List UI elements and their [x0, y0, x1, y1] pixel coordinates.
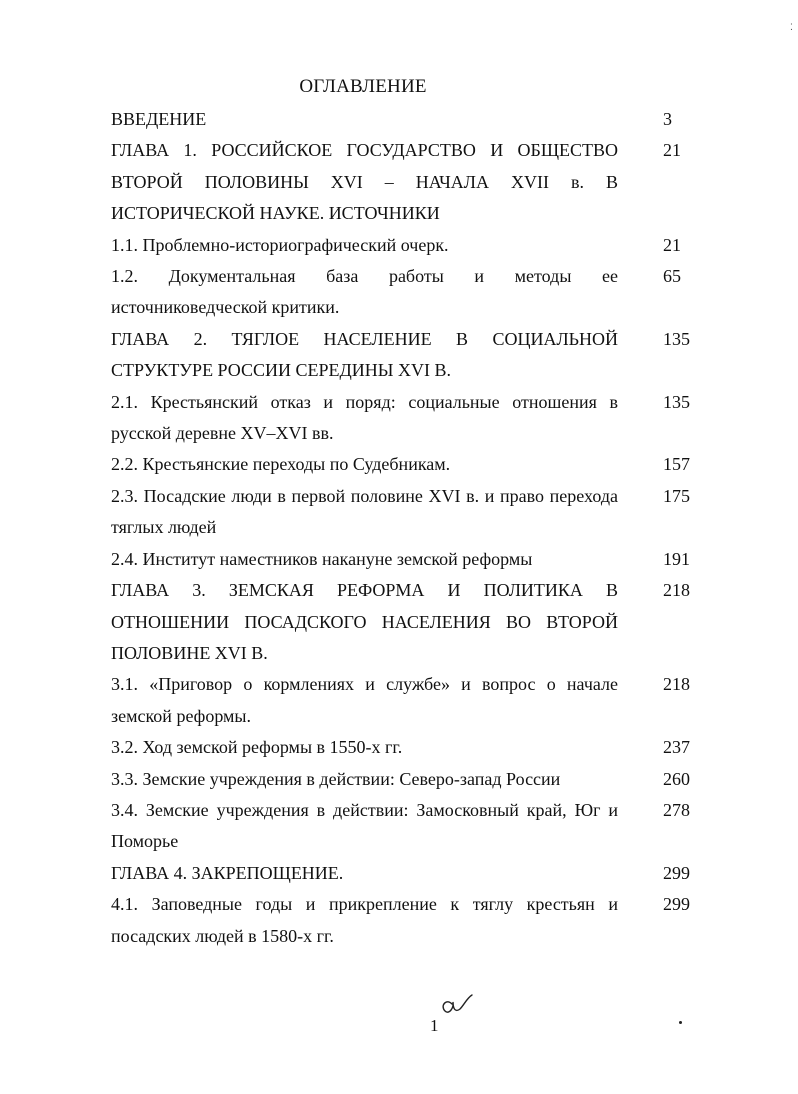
- toc-page-number: 260: [663, 768, 690, 789]
- toc-entry-2-4[interactable]: 2.4. Институт наместников накануне земской реформы 191: [111, 544, 701, 575]
- toc-page-number: 191: [663, 548, 690, 569]
- table-of-contents: [111, 104, 701, 952]
- toc-page-number: 299: [663, 894, 690, 915]
- toc-entry-chapter-4[interactable]: ГЛАВА 4. ЗАКРЕПОЩЕНИЕ. 299: [111, 858, 701, 889]
- toc-entry-introduction[interactable]: ВВЕДЕНИЕ 3: [111, 104, 701, 135]
- toc-page-number: 237: [663, 737, 690, 758]
- toc-entry-chapter-1[interactable]: ГЛАВА 1. РОССИЙСКОЕ ГОСУДАРСТВО И ОБЩЕСТВО ВТОРОЙ ПОЛОВИНЫ XVI – НАЧАЛА XVII в. В ИСТОРИЧЕСКОЙ НАУКЕ. ИСТОЧНИКИ 21: [111, 135, 701, 229]
- toc-page-number: 65: [663, 266, 681, 287]
- toc-entry-2-2[interactable]: 2.2. Крестьянские переходы по Судебникам. 157: [111, 449, 701, 480]
- toc-entry-1-2[interactable]: 1.2. Документальная база работы и методы ее источниковедческой критики. 65: [111, 261, 701, 324]
- scan-dot: [679, 1021, 682, 1024]
- toc-entry-3-2[interactable]: 3.2. Ход земской реформы в 1550-х гг. 237: [111, 732, 701, 763]
- toc-entry-3-1[interactable]: 3.1. «Приговор о кормлениях и службе» и вопрос о начале земской реформы. 218: [111, 669, 701, 732]
- corner-mark: ⁚: [790, 22, 793, 32]
- toc-entry-3-4[interactable]: 3.4. Земские учреждения в действии: Замосковный край, Юг и Поморье 278: [111, 795, 701, 858]
- toc-entry-2-1[interactable]: 2.1. Крестьянский отказ и поряд: социальные отношения в русской деревне XV–XVI вв. 135: [111, 387, 701, 450]
- page-number-footer: 1: [430, 1016, 439, 1035]
- toc-title: ОГЛАВЛЕНИЕ: [299, 76, 427, 97]
- toc-page-number: 135: [663, 391, 690, 412]
- toc-entry-chapter-2[interactable]: ГЛАВА 2. ТЯГЛОЕ НАСЕЛЕНИЕ В СОЦИАЛЬНОЙ СТРУКТУРЕ РОССИИ СЕРЕДИНЫ XVI В. 135: [111, 324, 701, 387]
- toc-entry-1-1[interactable]: 1.1. Проблемно-историографический очерк. 21: [111, 230, 701, 261]
- toc-entry-chapter-3[interactable]: ГЛАВА 3. ЗЕМСКАЯ РЕФОРМА И ПОЛИТИКА В ОТНОШЕНИИ ПОСАДСКОГО НАСЕЛЕНИЯ ВО ВТОРОЙ ПОЛОВИНЕ XVI В. 218: [111, 575, 701, 669]
- toc-entry-2-3[interactable]: 2.3. Посадские люди в первой половине XVI в. и право перехода тяглых людей 175: [111, 481, 701, 544]
- toc-page-number: 21: [663, 140, 681, 161]
- toc-page-number: 157: [663, 454, 690, 475]
- toc-entry-3-3[interactable]: 3.3. Земские учреждения в действии: Северо-запад России 260: [111, 764, 701, 795]
- toc-page-number: 3: [663, 109, 672, 129]
- toc-page-number: 218: [663, 580, 690, 601]
- toc-page-number: 21: [663, 234, 681, 255]
- toc-page-number: 299: [663, 862, 690, 883]
- handwritten-mark-icon: [436, 984, 476, 1018]
- toc-page-number: 135: [663, 328, 690, 349]
- toc-page-number: 278: [663, 799, 690, 820]
- toc-page-number: 175: [663, 485, 690, 506]
- toc-page-number: 218: [663, 674, 690, 695]
- toc-entry-4-1[interactable]: 4.1. Заповедные годы и прикрепление к тяглу крестьян и посадских людей в 1580-х гг. 299: [111, 889, 701, 952]
